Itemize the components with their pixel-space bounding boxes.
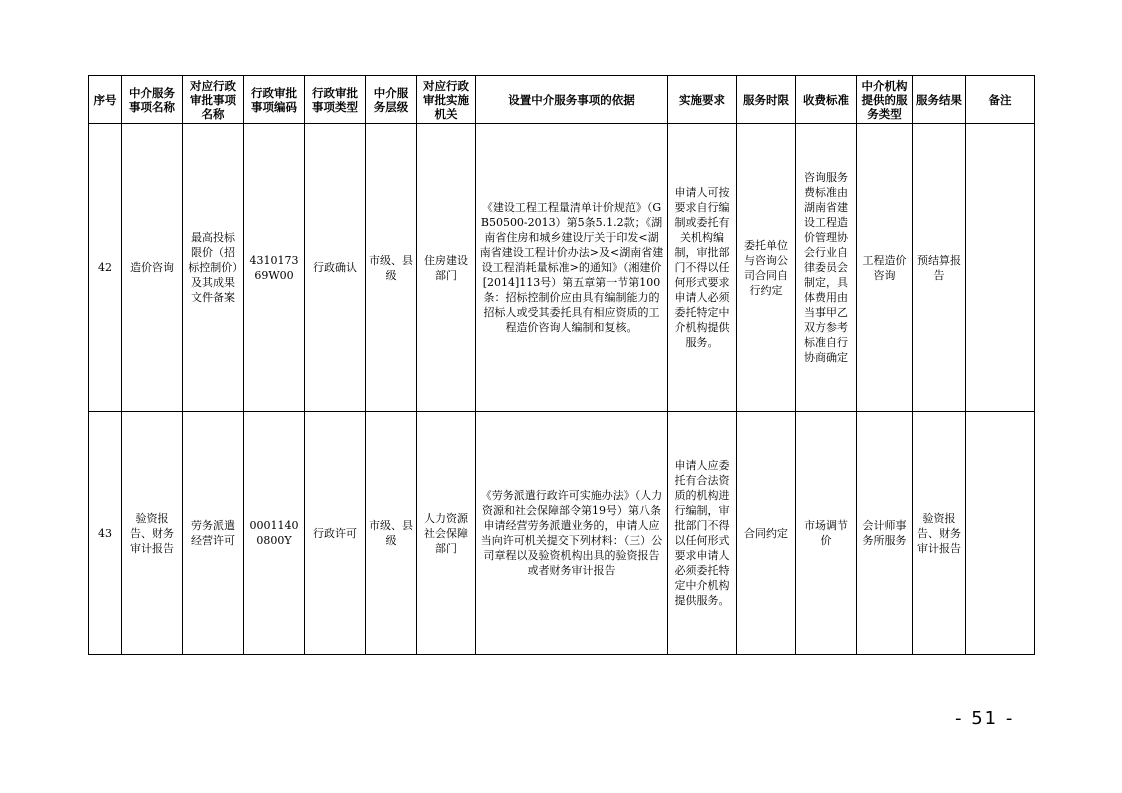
header-approval-type: 行政审批事项类型 bbox=[305, 76, 366, 124]
header-requirements: 实施要求 bbox=[668, 76, 737, 124]
cell-approval-type: 行政确认 bbox=[305, 124, 366, 412]
cell-approval-code: 431017369W00 bbox=[244, 124, 305, 412]
header-time-limit: 服务时限 bbox=[737, 76, 796, 124]
cell-provider-type: 会计师事务所服务 bbox=[857, 412, 913, 655]
cell-service-name: 造价咨询 bbox=[122, 124, 183, 412]
cell-seq: 43 bbox=[89, 412, 122, 655]
cell-requirements: 申请人应委托有合法资质的机构进行编制，审批部门不得以任何形式要求申请人必须委托特定中介机构提供服务。 bbox=[668, 412, 737, 655]
table-header-row bbox=[89, 76, 1035, 124]
cell-approval-item: 最高投标限价（招标控制价）及其成果文件备案 bbox=[183, 124, 244, 412]
header-service-level: 中介服务层级 bbox=[366, 76, 417, 124]
cell-service-level: 市级、县级 bbox=[366, 412, 417, 655]
cell-requirements: 申请人可按要求自行编制或委托有关机构编制，审批部门不得以任何形式要求申请人必须委托特定中介机构提供服务。 bbox=[668, 124, 737, 412]
table-row bbox=[89, 124, 1035, 412]
cell-provider-type: 工程造价咨询 bbox=[857, 124, 913, 412]
header-remarks: 备注 bbox=[966, 76, 1035, 124]
cell-fee: 咨询服务费标准由湖南省建设工程造价管理协会行业自律委员会制定，具体费用由当事甲乙双方参考标准自行协商确定 bbox=[796, 124, 857, 412]
cell-time-limit: 委托单位与咨询公司合同自行约定 bbox=[737, 124, 796, 412]
intermediary-services-table bbox=[88, 75, 1035, 655]
cell-result: 预结算报告 bbox=[913, 124, 966, 412]
cell-basis: 《建设工程工程量清单计价规范》（GB50500-2013）第5条5.1.2款；《湖南省住房和城乡建设厅关于印发<湖南省建设工程计价办法>及<湖南省建设工程消耗量标准>的通知》（湘建价[2014]113号）第五章第一节第100条：招标控制价应由具有编制能力的招标人或受其委托具有相应资质的工程造价咨询人编制和复核。 bbox=[476, 124, 668, 412]
cell-remarks bbox=[966, 412, 1035, 655]
header-approval-item: 对应行政审批事项名称 bbox=[183, 76, 244, 124]
cell-fee: 市场调节价 bbox=[796, 412, 857, 655]
header-seq: 序号 bbox=[89, 76, 122, 124]
cell-service-level: 市级、县级 bbox=[366, 124, 417, 412]
header-basis: 设置中介服务事项的依据 bbox=[476, 76, 668, 124]
header-result: 服务结果 bbox=[913, 76, 966, 124]
cell-remarks bbox=[966, 124, 1035, 412]
cell-approval-code: 00011400800Y bbox=[244, 412, 305, 655]
cell-agency: 人力资源社会保障部门 bbox=[417, 412, 476, 655]
cell-time-limit: 合同约定 bbox=[737, 412, 796, 655]
header-approval-code: 行政审批事项编码 bbox=[244, 76, 305, 124]
header-fee: 收费标准 bbox=[796, 76, 857, 124]
header-provider-type: 中介机构提供的服务类型 bbox=[857, 76, 913, 124]
table-row bbox=[89, 412, 1035, 655]
header-agency: 对应行政审批实施机关 bbox=[417, 76, 476, 124]
cell-agency: 住房建设部门 bbox=[417, 124, 476, 412]
header-service-name: 中介服务事项名称 bbox=[122, 76, 183, 124]
cell-approval-type: 行政许可 bbox=[305, 412, 366, 655]
cell-approval-item: 劳务派遣经营许可 bbox=[183, 412, 244, 655]
cell-basis: 《劳务派遣行政许可实施办法》（人力资源和社会保障部令第19号）第八条 申请经营劳务派遣业务的，申请人应当向许可机关提交下列材料：（三）公司章程以及验资机构出具的验资报告或者财务审计报告 bbox=[476, 412, 668, 655]
cell-seq: 42 bbox=[89, 124, 122, 412]
cell-result: 验资报告、财务审计报告 bbox=[913, 412, 966, 655]
cell-service-name: 验资报告、财务审计报告 bbox=[122, 412, 183, 655]
page-number: - 51 - bbox=[955, 708, 1015, 729]
